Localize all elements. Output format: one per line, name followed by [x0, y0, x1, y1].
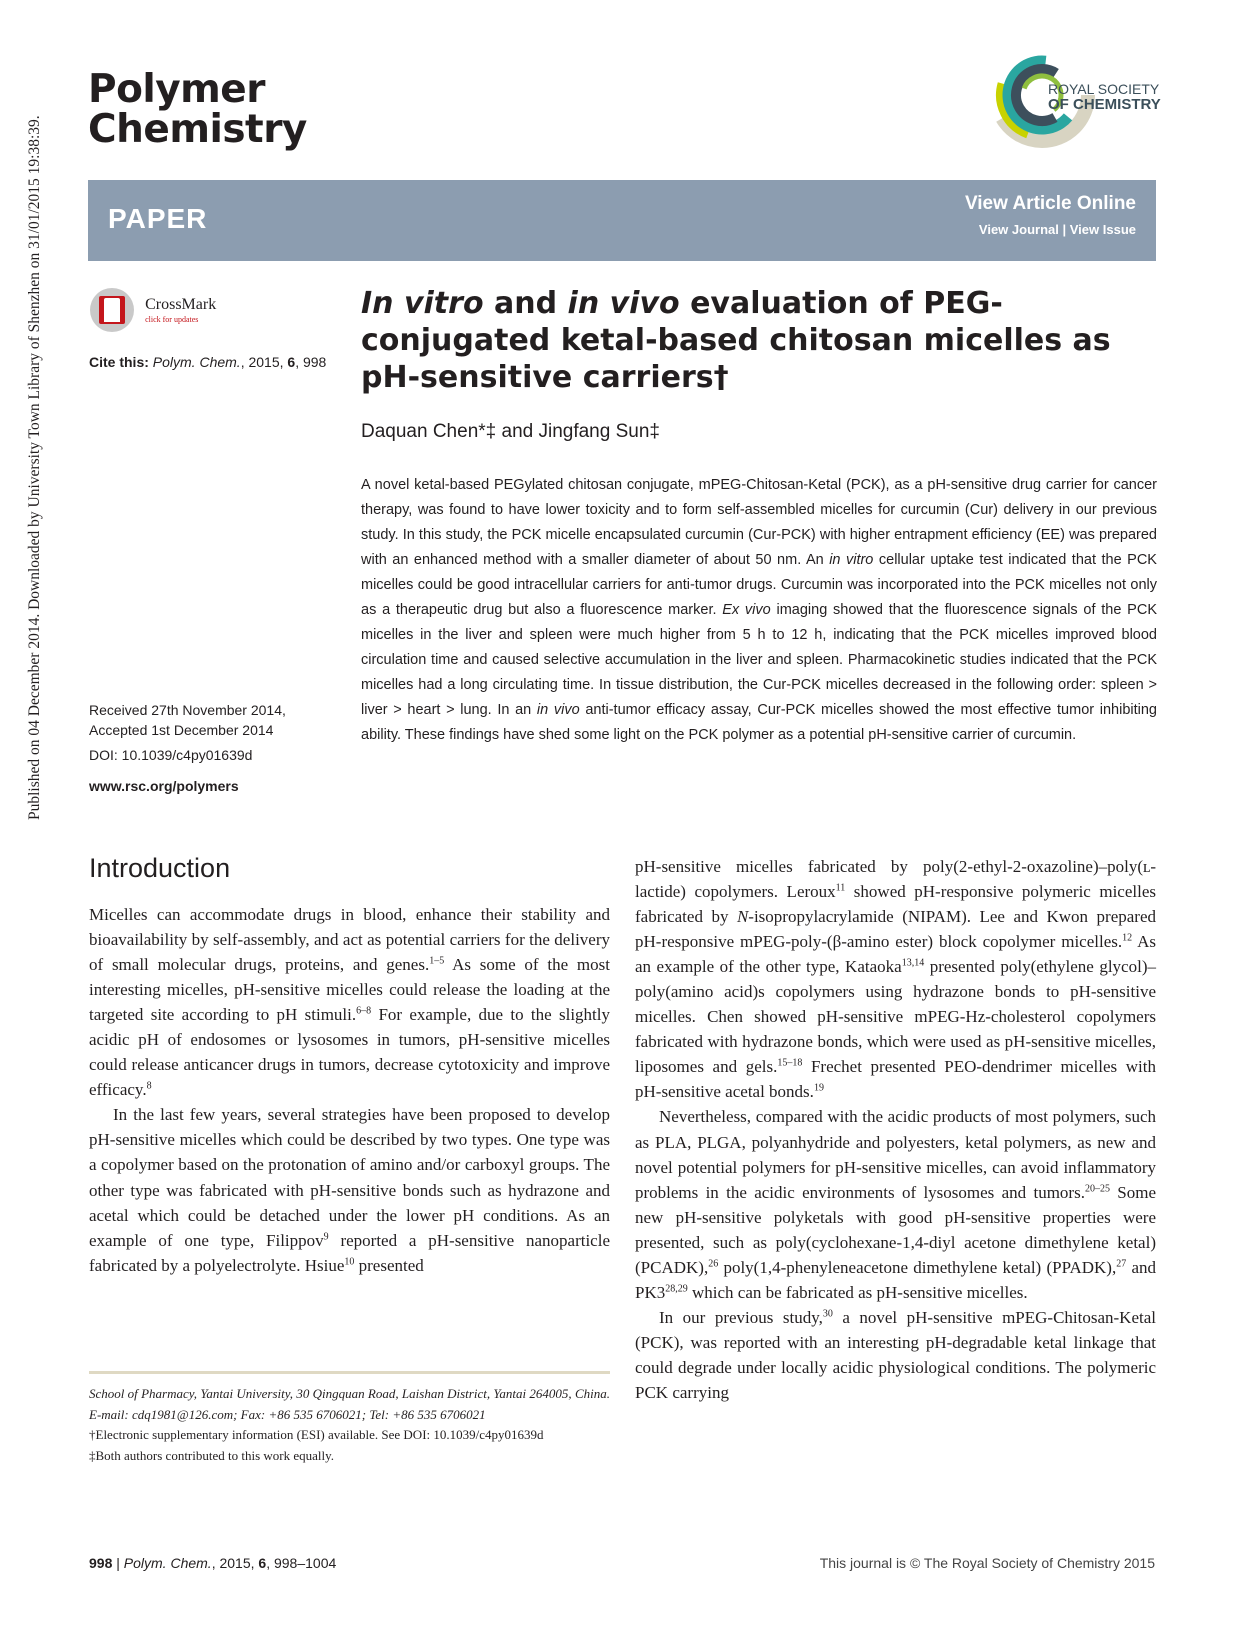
footnotes — [89, 1384, 610, 1466]
body-column-right — [635, 854, 1156, 1405]
page-footer-left: 998 | Polym. Chem., 2015, 6, 998–1004 — [89, 1555, 337, 1571]
journal-url-link[interactable]: www.rsc.org/polymers — [89, 778, 239, 794]
section-heading-introduction: Introduction — [89, 853, 231, 883]
paragraph: In the last few years, several strategies have been proposed to develop pH-sensitive micelles which could be described by two types. One type was a copolymer based on the protonation of amino and/or carboxyl groups. The other type was fabricated with pH-sensitive bonds such as hydrazone and acetal which could be detached under the lower pH conditions. As an example of one type, Filippov$^9$ reported a pH-sensitive nanoparticle fabricated by a polyelectrolyte. Hsiue$^{10}$ presented — [89, 1105, 610, 1275]
paragraph: Nevertheless, compared with the acidic products of most polymers, such as PLA, PLGA, polyanhydride and polyesters, ketal polymers, as new and novel potential polymers for pH-sensitive micelles, can avoid inflammatory problems in the acidic environments of lysosomes and tumors.$^{20-25}$ Some new pH-sensitive polyketals with good pH-sensitive properties were presented, such as poly(cyclohexane-1,4-diyl acetone dimethylene ketal)(PCADK),$^{26}$ poly(1,4-phenyleneacetone dimethylene ketal) (PPADK),$^{27}$ and PK3$^{28,29}$ which can be fabricated as pH-sensitive micelles. — [635, 1107, 1157, 1302]
crossmark-icon — [90, 288, 134, 332]
view-article-online-link[interactable]: View Article Online — [964, 193, 1136, 214]
rsc-logo-text: ROYAL SOCIETY OF CHEMISTRY — [1048, 81, 1161, 113]
paragraph: pH-sensitive micelles fabricated by poly(2-ethyl-2-oxazoline)–poly(ʟ-lactide) copolymers. Leroux$^{11}$ showed pH-responsive polymeric micelles fabricated by N-isopropylacrylamide (NIPAM). Lee and Kwon prepared pH-responsive mPEG-poly-(β-amino ester) block copolymer micelles.$^{12}$ As an example of the other type, Kataoka$^{13,14}$ presented poly(ethylene glycol)–poly(amino acid)s copolymers using hydrazone bonds to pH-sensitive micelles. Chen showed pH-sensitive mPEG-Hz-cholesterol copolymers fabricated with hydrazone bonds, which were used as pH-sensitive micelles, liposomes and gels.$^{15-18}$ Frechet presented PEO-dendrimer micelles with pH-sensitive acetal bonds.$^{19}$ — [635, 857, 1157, 1102]
authors: Daquan Chen*‡ and Jingfang Sun‡ — [361, 421, 660, 442]
paper-label: PAPER — [108, 203, 208, 234]
affiliation-footnote: School of Pharmacy, Yantai University, 30 Qingquan Road, Laishan District, Yantai 264005, China. E-mail: cdq1981@126.com; Fax: +86 535 6706021; Tel: +86 535 6706021 — [89, 1386, 610, 1422]
cite-this: Cite this: Polym. Chem., 2015, 6, 998 — [89, 354, 327, 370]
paragraph: Micelles can accommodate drugs in blood, enhance their stability and bioavailability by self-assembly, and act as potential carriers for the delivery of small molecular drugs, proteins, and genes.$^{1-5}$ As some of the most interesting micelles, pH-sensitive micelles could release the loading at the targeted site according to pH stimuli.$^{6-8}$ For example, due to the slightly acidic pH of endosomes or lysosomes in tumors, pH-sensitive micelles could release anticancer drugs in tumors, decrease cytotoxicity and improve efficacy.$^8$ — [89, 905, 611, 1100]
page-footer-right: This journal is © The Royal Society of Chemistry 2015 — [819, 1555, 1155, 1571]
doi: DOI: 10.1039/c4py01639d — [89, 747, 253, 763]
abstract: A novel ketal-based PEGylated chitosan conjugate, mPEG-Chitosan-Ketal (PCK), as a pH-sensitive drug carrier for cancer therapy, was found to have lower toxicity and to form self-assembled micelles for curcumin (Cur) delivery in our previous study. In this study, the PCK micelle encapsulated curcumin (Cur-PCK) with higher entrapment efficiency (EE) was prepared with an enhanced method with a smaller diameter of about 50 nm. An in vitro cellular uptake test indicated that the PCK micelles could be good intracellular carriers for anti-tumor drugs. Curcumin was incorporated into the PCK micelles not only as a therapeutic drug but also a fluorescence marker. Ex vivo imaging showed that the fluorescence signals of the PCK micelles in the liver and spleen were much higher from 5 h to 12 h, indicating that the PCK micelles improved blood circulation time and caused selective accumulation in the liver and spleen. Pharmacokinetic studies indicated that the PCK micelles had a long circulating time. In tissue distribution, the Cur-PCK micelles decreased in the following order: spleen > liver > heart > lung. In an in vivo anti-tumor efficacy assay, Cur-PCK micelles showed the most effective tumor inhibiting ability. These findings have shed some light on the PCK polymer as a potential pH-sensitive carrier of curcumin. — [361, 477, 1157, 744]
footnote-divider — [89, 1371, 610, 1374]
view-issue-link[interactable]: View Issue — [1069, 222, 1136, 237]
received-dates: Received 27th November 2014, Accepted 1st December 2014 — [89, 702, 286, 738]
paragraph: In our previous study,$^{30}$ a novel pH-sensitive mPEG-Chitosan-Ketal (PCK), was reported with an interesting pH-degradable ketal linkage that could degrade under locally acidic physiological conditions. The polymeric PCK carrying — [635, 1307, 1156, 1402]
journal-title: Polymer Chemistry — [88, 67, 307, 152]
esi-footnote: †Electronic supplementary information (ESI) available. See DOI: 10.1039/c4py01639d — [89, 1427, 544, 1442]
download-stamp: Published on 04 December 2014. Downloaded by University Town Library of Shenzhen on 31/01/2015 19:38:39. — [26, 115, 43, 820]
article-title: In vitro and in vivo evaluation of PEG-conjugated ketal-based chitosan micelles as pH-sensitive carriers† — [361, 286, 1111, 395]
banner-links: View Article Online View Journal | View Issue — [964, 193, 1136, 237]
crossmark-button[interactable]: CrossMark click for updates — [90, 288, 216, 332]
view-journal-link[interactable]: View Journal — [978, 222, 1059, 237]
body-column-left — [89, 902, 610, 1278]
equal-contribution-footnote: ‡Both authors contributed to this work equally. — [89, 1447, 335, 1463]
